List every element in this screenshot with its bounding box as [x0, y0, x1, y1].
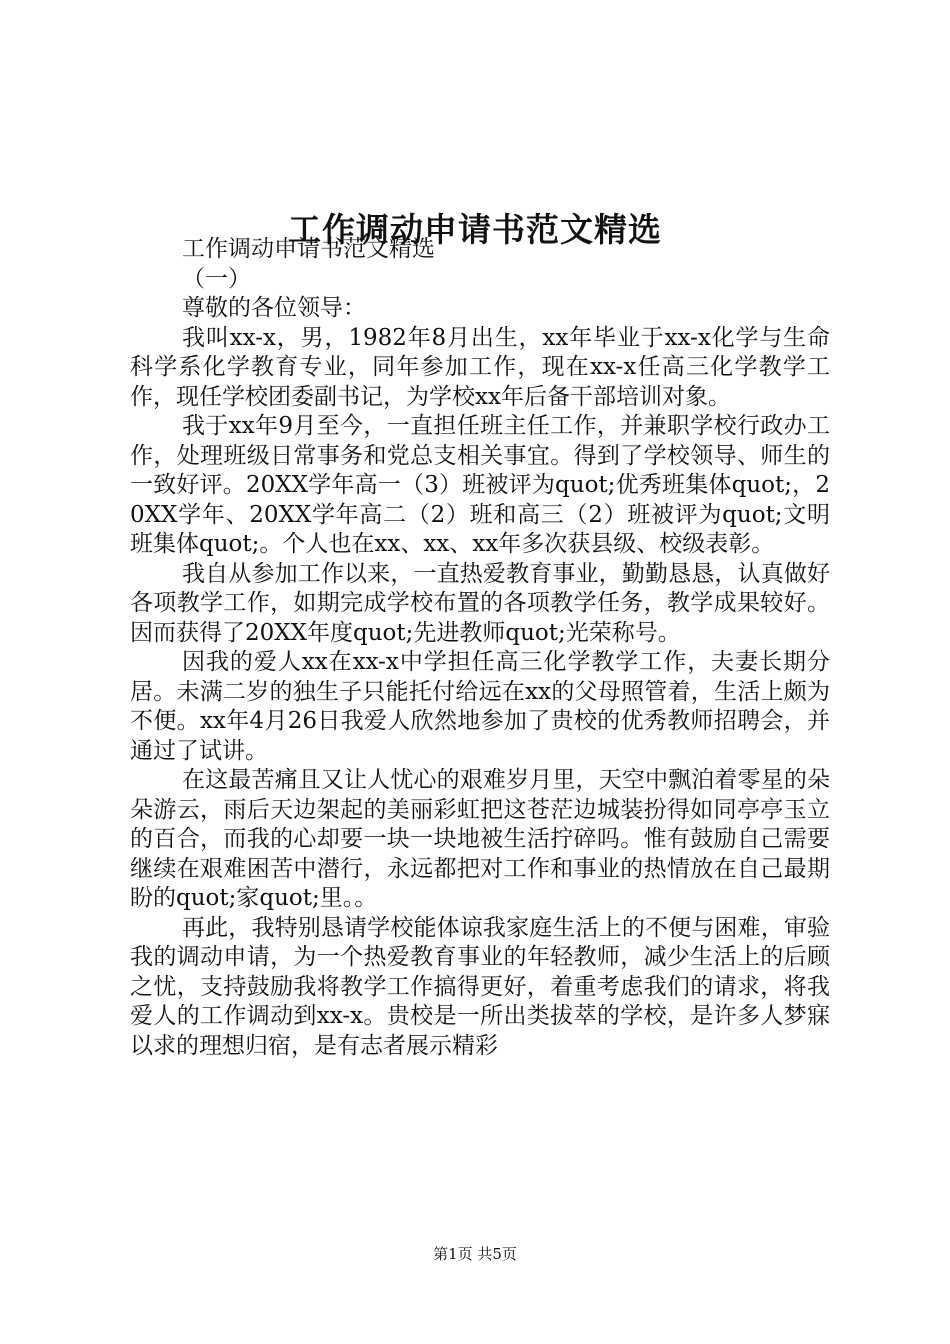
- body-paragraph: 工作调动申请书范文精选: [182, 236, 435, 262]
- body-paragraph: 我于xx年9月至今，一直担任班主任工作，并兼职学校行政办工作，处理班级日常事务和党总支相关事宜。得到了学校领导、师生的一致好评。20XX学年高一（3）班被评为quot;优秀班集体quot;，20XX学年、20XX学年高二（2）班和高三（2）班被评为quot;文明班集体quot;。个人也在xx、xx、xx年多次获县级、校级表彰。: [130, 413, 830, 557]
- body-paragraph: （一）: [182, 265, 251, 292]
- body-paragraph: 因我的爱人xx在xx-x中学担任高三化学教学工作，夫妻长期分居。未满二岁的独生子只能托付给远在xx的父母照管着，生活上颇为不便。xx年4月26日我爱人欣然地参加了贵校的优秀教师招聘会，并通过了试讲。: [130, 649, 830, 764]
- body-paragraph: 尊敬的各位领导：: [182, 295, 366, 321]
- body-paragraph: 我自从参加工作以来，一直热爱教育事业，勤勤恳恳，认真做好各项教学工作，如期完成学校布置的各项教学任务，教学成果较好。因而获得了20XX年度quot;先进教师quot;光荣称号。: [130, 560, 830, 646]
- document-body: [130, 235, 830, 1061]
- body-paragraph: 我叫xx-x，男，1982年8月出生，xx年毕业于xx-x化学与生命科学系化学教育专业，同年参加工作，现在xx-x任高三化学教学工作，现任学校团委副书记，为学校xx年后备干部培训对象。: [130, 324, 830, 410]
- body-paragraph: 再此，我特别恳请学校能体谅我家庭生活上的不便与困难，审验我的调动申请，为一个热爱教育事业的年轻教师，减少生活上的后顾之忧，支持鼓励我将教学工作搞得更好，着重考虑我们的请求，将我爱人的工作调动到xx-x。贵校是一所出类拔萃的学校，是许多人梦寐以求的理想归宿，是有志者展示精彩: [130, 914, 830, 1059]
- document-title: 工作调动申请书范文精选: [288, 210, 662, 250]
- body-paragraph: 在这最苦痛且又让人忧心的艰难岁月里，天空中飘泊着零星的朵朵游云，雨后天边架起的美丽彩虹把这苍茫边城装扮得如同亭亭玉立的百合，而我的心却要一块一块地被生活拧碎吗。惟有鼓励自己需要继续在艰难困苦中潜行，永远都把对工作和事业的热情放在自己最期盼的quot;家quot;里。。: [130, 767, 830, 911]
- page-number-footer: 第1页 共5页: [433, 1245, 517, 1263]
